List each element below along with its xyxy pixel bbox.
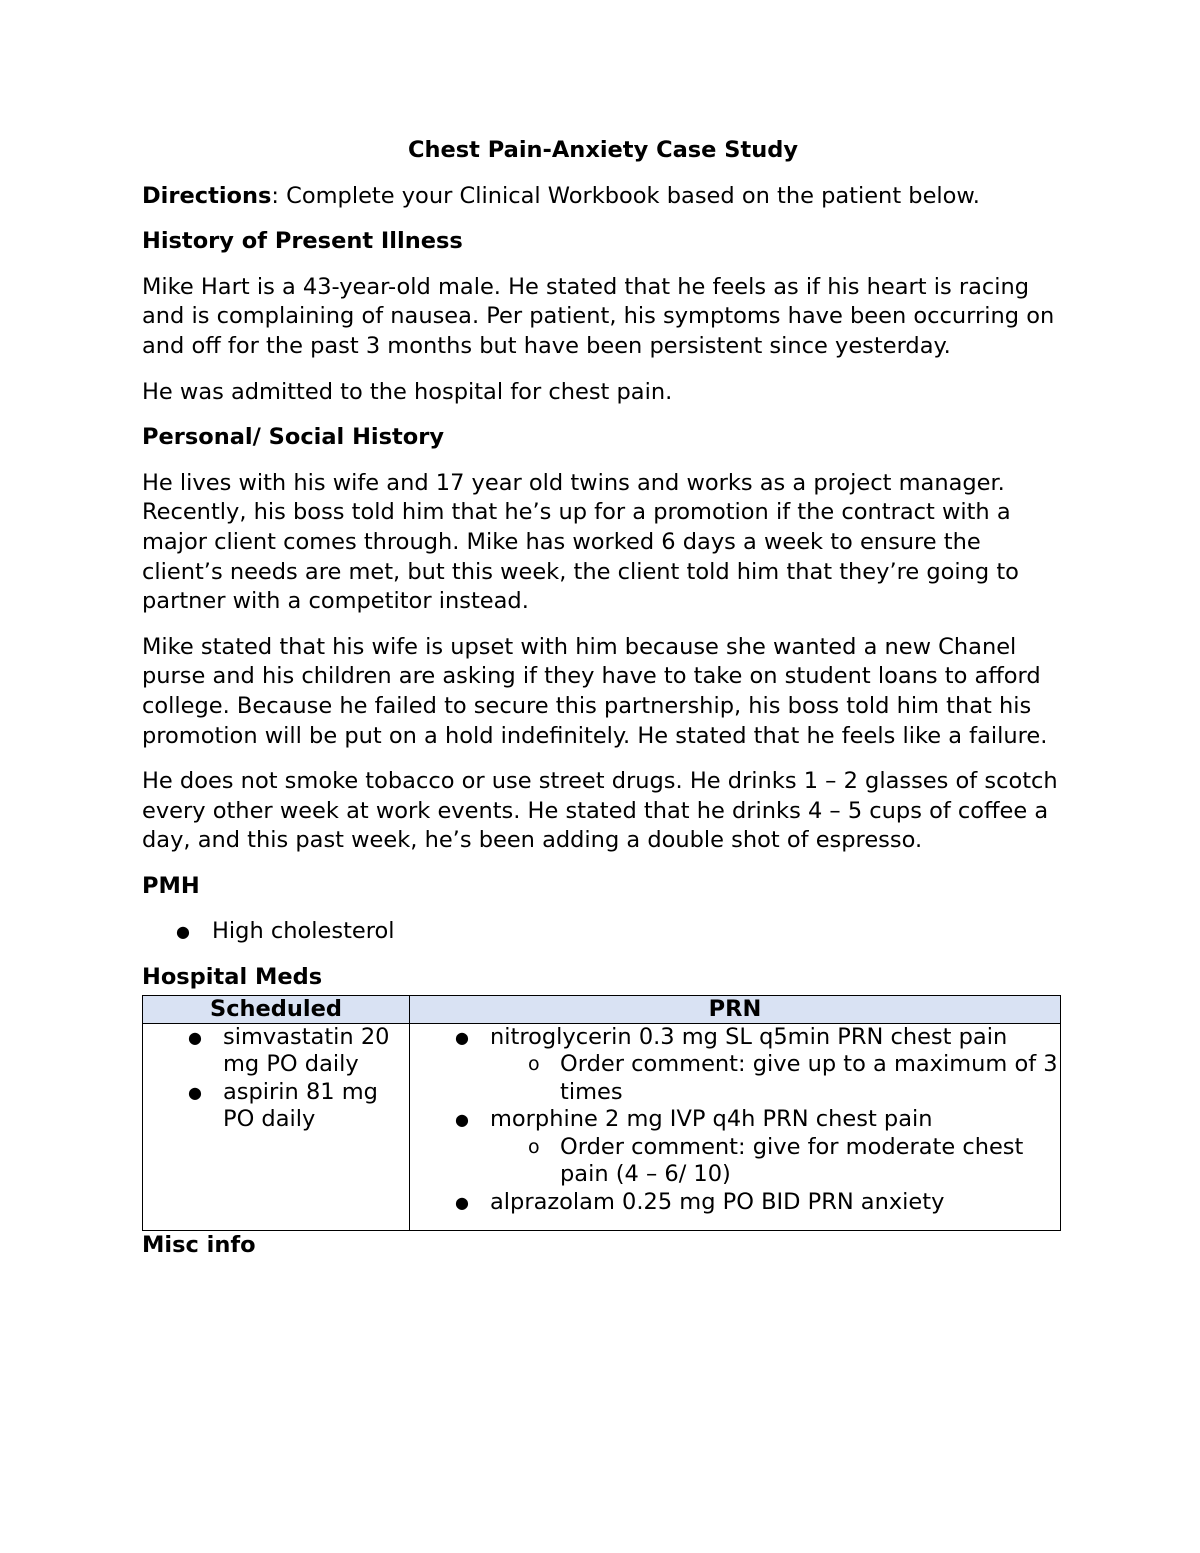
meds-header-row — [143, 995, 1061, 1023]
prn-comment-text: Order comment: give for moderate chest pain (4 – 6/ 10) — [560, 1133, 1024, 1188]
pmh-item — [142, 917, 1062, 947]
social-paragraph-1: He lives with his wife and 17 year old twins and works as a project manager. Recently, his boss told him that he’s up for a promotion if the contract with a major client comes through. Mike has worked 6 days a week to ensure the client’s needs are met, but this week, the client told him that they’re going to partner with a competitor instead. — [142, 469, 1019, 615]
document-page — [142, 136, 1062, 1261]
scheduled-med-item — [143, 1079, 409, 1134]
directions-label: Directions — [142, 182, 272, 209]
bullet-icon: ● — [455, 1192, 469, 1212]
prn-order-comment — [410, 1051, 1060, 1106]
prn-med-item — [410, 1024, 1060, 1052]
scheduled-column-header: Scheduled — [143, 995, 410, 1023]
circle-bullet-icon: o — [528, 1135, 540, 1158]
bullet-icon: ● — [176, 922, 190, 942]
scheduled-med-text: simvastatin 20 mg PO daily — [223, 1023, 390, 1078]
meds-body-row — [143, 1023, 1061, 1231]
social-paragraph-2: Mike stated that his wife is upset with him because she wanted a new Chanel purse and his children are asking if they have to take on student loans to afford college. Because he failed to secure this partnership, his boss told him that his promotion will be put on a hold indefinitely. He stated that he feels like a failure. — [142, 633, 1048, 749]
bullet-icon: ● — [188, 1027, 202, 1047]
prn-column-header: PRN — [410, 995, 1061, 1023]
prn-med-text: nitroglycerin 0.3 mg SL q5min PRN chest pain — [490, 1023, 1008, 1050]
hpi-paragraph-2: He was admitted to the hospital for chest pain. — [142, 378, 673, 405]
bullet-icon: ● — [455, 1027, 469, 1047]
prn-comment-text: Order comment: give up to a maximum of 3 times — [560, 1051, 1058, 1105]
prn-med-item — [410, 1189, 1060, 1217]
prn-order-comment — [410, 1134, 1060, 1189]
prn-med-item — [410, 1106, 1060, 1134]
misc-heading: Misc info — [142, 1232, 256, 1259]
prn-cell — [410, 1023, 1061, 1231]
bullet-icon: ● — [188, 1082, 202, 1102]
social-heading: Personal/ Social History — [142, 424, 445, 451]
pmh-list — [142, 917, 1062, 947]
prn-med-text: alprazolam 0.25 mg PO BID PRN anxiety — [490, 1188, 945, 1215]
directions — [142, 182, 1062, 212]
scheduled-med-item — [143, 1024, 409, 1079]
document-title: Chest Pain-Anxiety Case Study — [407, 137, 798, 163]
directions-text: : Complete your Clinical Workbook based on the patient below. — [271, 182, 980, 209]
social-paragraph-3: He does not smoke tobacco or use street drugs. He drinks 1 – 2 glasses of scotch every other week at work events. He stated that he drinks 4 – 5 cups of coffee a day, and this past week, he’s been adding a double shot of espresso. — [142, 768, 1058, 854]
meds-table — [142, 995, 1061, 1232]
scheduled-med-text: aspirin 81 mg PO daily — [223, 1078, 378, 1133]
pmh-item-text: High cholesterol — [212, 918, 395, 945]
prn-med-text: morphine 2 mg IVP q4h PRN chest pain — [490, 1106, 933, 1133]
circle-bullet-icon: o — [528, 1053, 540, 1076]
meds-heading: Hospital Meds — [142, 964, 323, 991]
hpi-heading: History of Present Illness — [142, 228, 463, 255]
bullet-icon: ● — [455, 1110, 469, 1130]
hpi-paragraph-1: Mike Hart is a 43-year-old male. He stated that he feels as if his heart is racing and is complaining of nausea. Per patient, his symptoms have been occurring on and off for the past 3 months but have been persistent since yesterday. — [142, 273, 1055, 359]
scheduled-cell — [143, 1023, 410, 1231]
pmh-heading: PMH — [142, 872, 200, 899]
